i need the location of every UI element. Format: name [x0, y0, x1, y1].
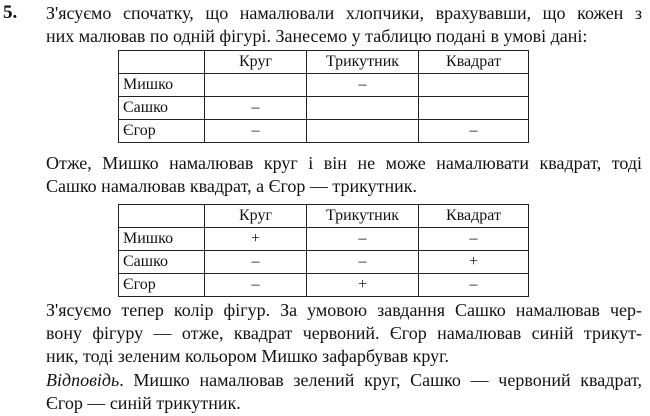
row-header: Мишко [119, 228, 205, 251]
paragraph-answer [46, 369, 642, 415]
table-cell: – [205, 274, 307, 297]
table-cell: – [205, 251, 307, 274]
row-header: Мишко [119, 74, 205, 97]
paragraph-colors [46, 299, 642, 368]
answer-line-2: Єгор — синій трикутник. [46, 393, 241, 413]
table-cell: – [419, 120, 529, 143]
paragraph-conclusion [46, 152, 642, 198]
table-cell [419, 74, 529, 97]
table-cell: – [205, 120, 307, 143]
row-header: Сашко [119, 97, 205, 120]
table-final [118, 204, 529, 297]
text-line: З'ясуємо спочатку, що намалювали хлопчики, врахувавши, що кожен з [46, 3, 642, 23]
table-cell [307, 120, 419, 143]
text-line: Отже, Мишко намалював круг і він не може намалювати квадрат, тоді [46, 153, 642, 173]
table-cell: – [307, 228, 419, 251]
table-row [119, 74, 529, 97]
table-row [119, 228, 529, 251]
column-header: Трикутник [307, 205, 419, 228]
table-cell: – [205, 97, 307, 120]
table-cell: – [419, 228, 529, 251]
table-cell: + [205, 228, 307, 251]
table-cell: + [419, 251, 529, 274]
table-row [119, 120, 529, 143]
table-cell: – [307, 251, 419, 274]
table-row [119, 274, 529, 297]
row-header: Сашко [119, 251, 205, 274]
text-line: ник, тоді зеленим кольором Мишко зафарбував круг. [46, 346, 450, 366]
table-cell [419, 97, 529, 120]
row-header: Єгор [119, 274, 205, 297]
table-header-row [119, 51, 529, 74]
table-header-row [119, 205, 529, 228]
table-corner-cell [119, 51, 205, 74]
table-row [119, 251, 529, 274]
table-cell: – [307, 74, 419, 97]
table-initial [118, 50, 529, 143]
table-corner-cell [119, 205, 205, 228]
table-cell: + [307, 274, 419, 297]
table-cell [205, 74, 307, 97]
problem-number: 5. [3, 2, 18, 23]
column-header: Квадрат [419, 51, 529, 74]
text-line: З'ясуємо тепер колір фігур. За умовою завдання Сашко намалював чер- [46, 300, 642, 320]
paragraph-intro [46, 2, 642, 48]
row-header: Єгор [119, 120, 205, 143]
table-row [119, 97, 529, 120]
column-header: Круг [205, 205, 307, 228]
column-header: Квадрат [419, 205, 529, 228]
text-line: них малював по одній фігурі. Занесемо у таблицю подані в умові дані: [46, 26, 588, 46]
column-header: Круг [205, 51, 307, 74]
table-cell: – [419, 274, 529, 297]
text-line: Сашко намалював квадрат, а Єгор — трикутник. [46, 176, 417, 196]
answer-line [46, 369, 642, 392]
answer-label: Відповідь [46, 370, 120, 390]
answer-text: . Мишко намалював зелений круг, Сашко — червоний квадрат, [119, 370, 642, 390]
table-cell [307, 97, 419, 120]
column-header: Трикутник [307, 51, 419, 74]
text-line: вону фігуру — отже, квадрат червоний. Єгор намалював синій трикут- [46, 323, 642, 343]
